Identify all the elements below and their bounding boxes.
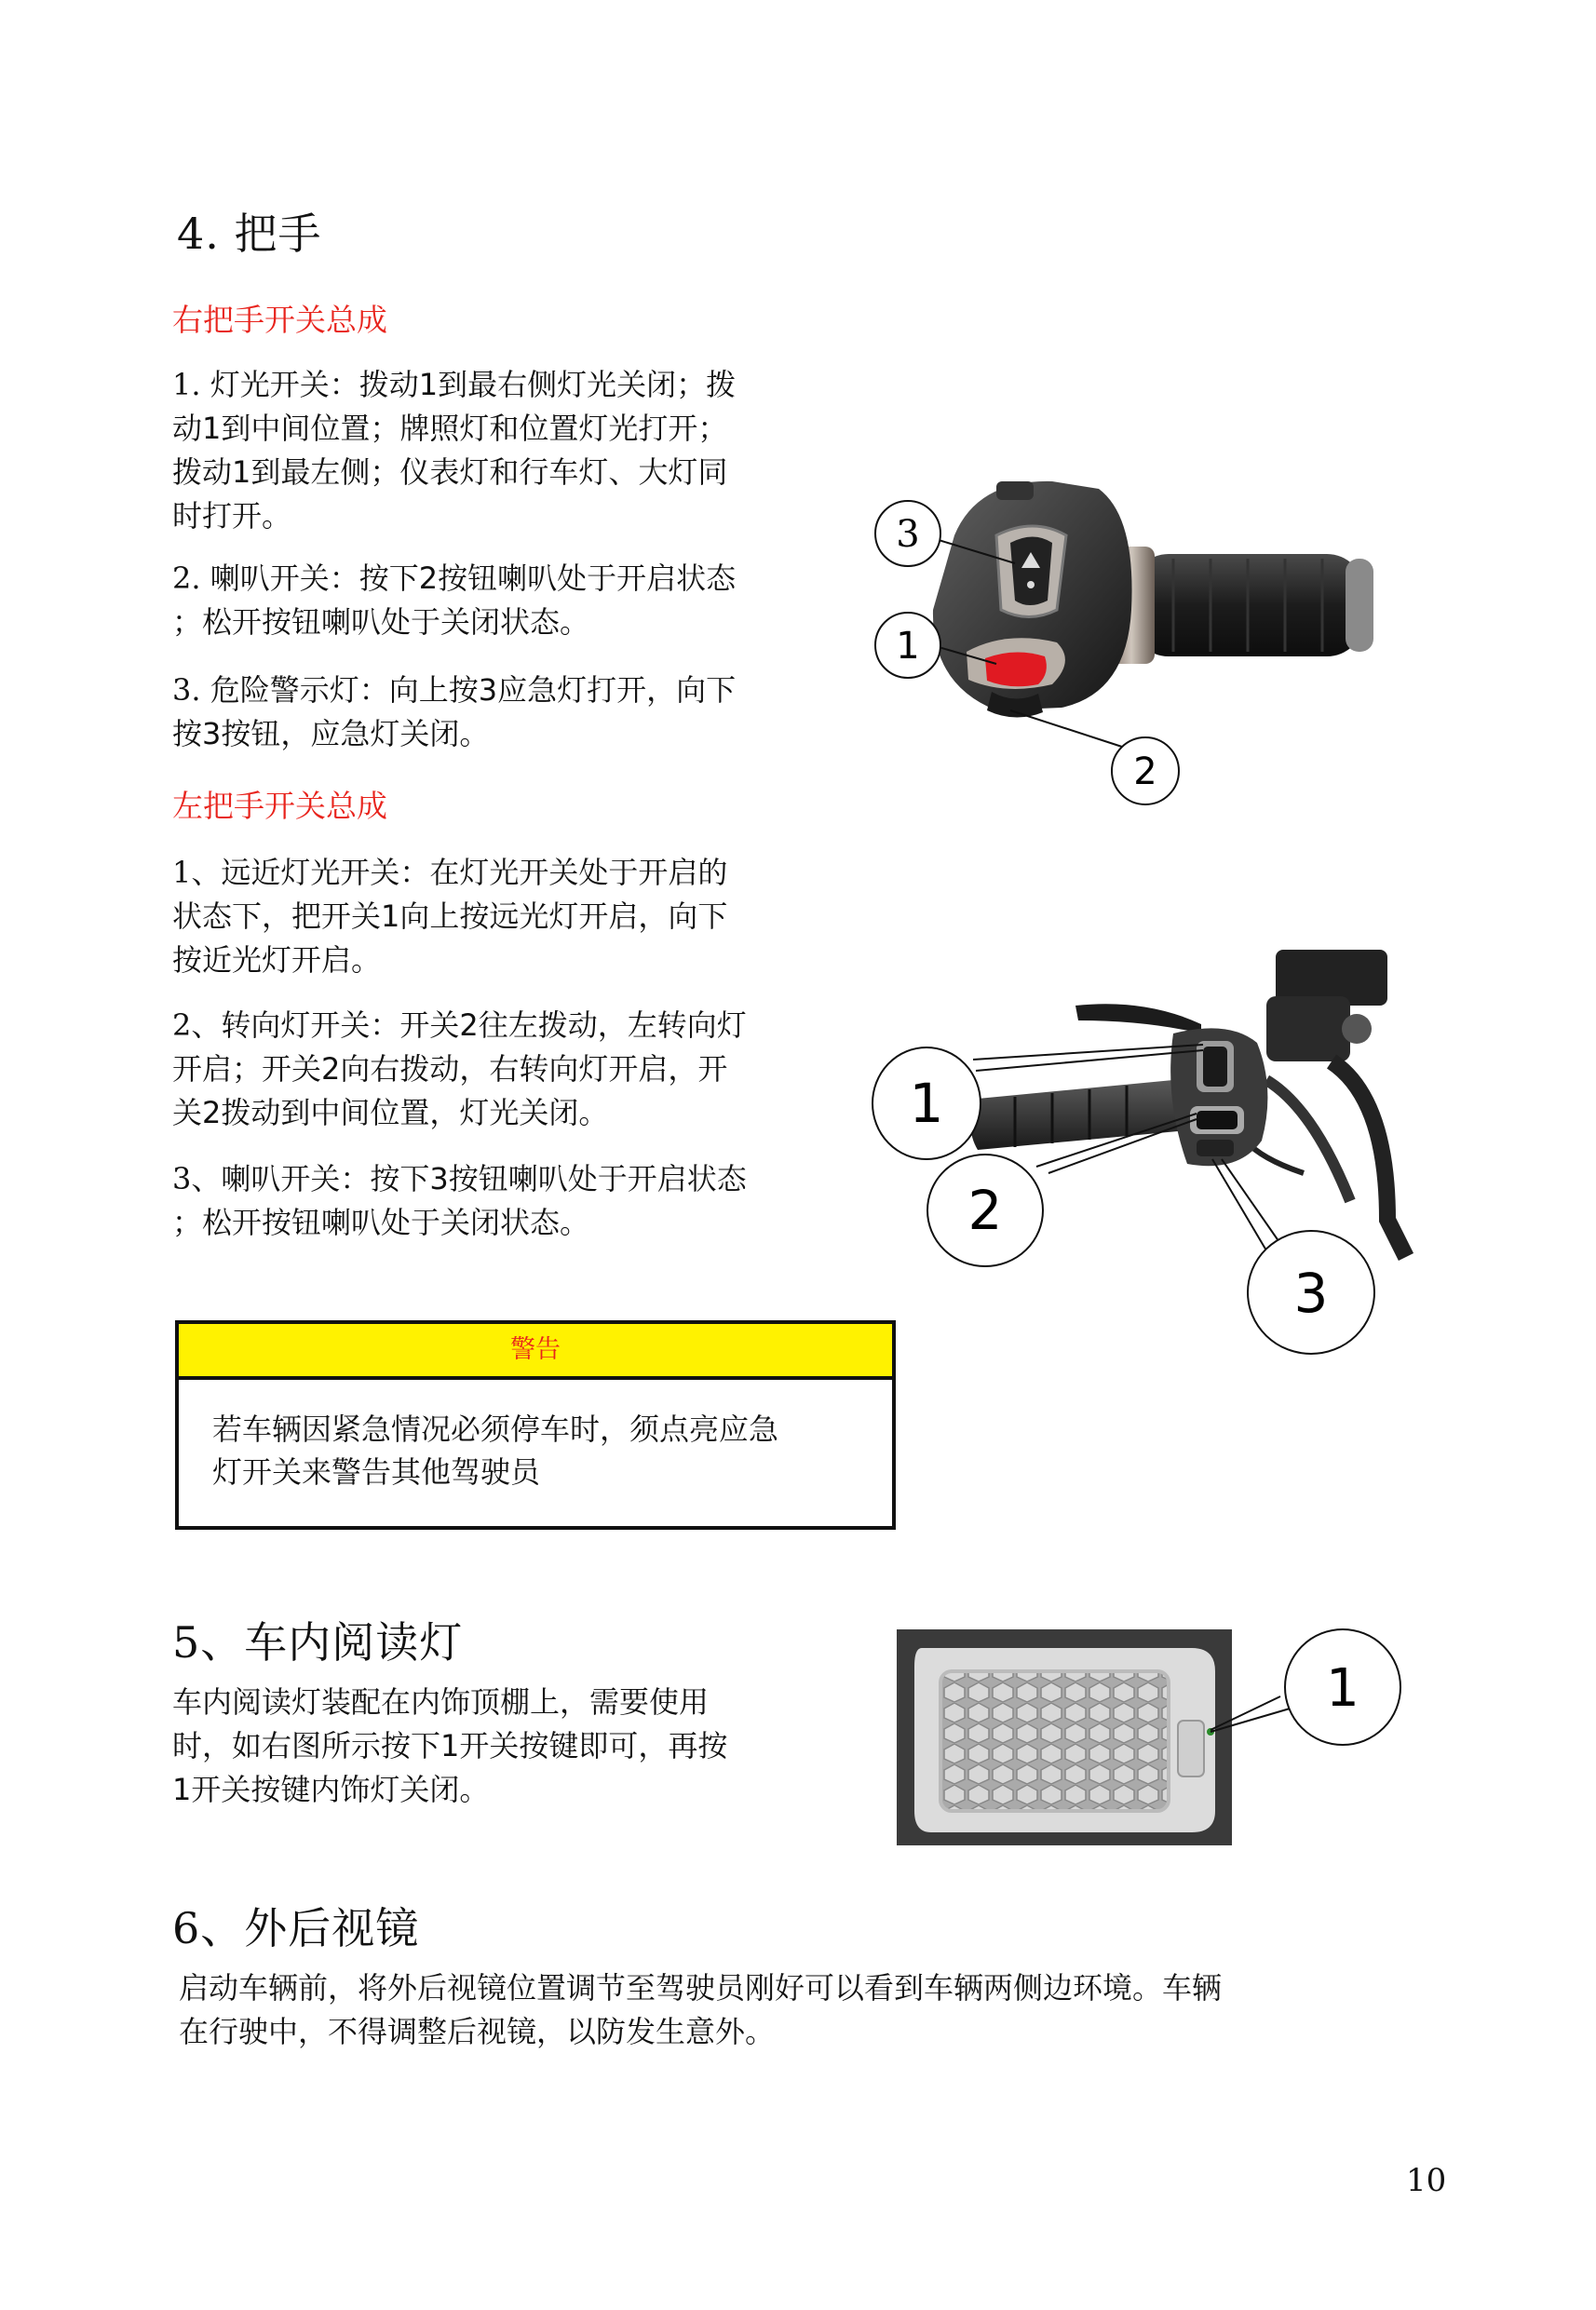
right-callout-1: 1 — [896, 625, 920, 668]
section6-line: 在行驶中，不得调整后视镜，以防发生意外。 — [179, 2014, 776, 2049]
section5-line: 时，如右图所示按下1开关按键即可，再按 — [172, 1728, 728, 1763]
left-switch-title: 左把手开关总成 — [172, 788, 387, 824]
left-item-2-line: 关2拨动到中间位置，灯光关闭。 — [172, 1095, 609, 1130]
right-item-3-line: 按3按钮，应急灯关闭。 — [172, 716, 490, 751]
left-item-2-num: 2、 — [172, 1007, 222, 1043]
left-item-3-line: ；松开按钮喇叭处于关闭状态。 — [172, 1205, 590, 1240]
section6-line: 启动车辆前，将外后视镜位置调节至驾驶员刚好可以看到车辆两侧边环境。车辆 — [179, 1970, 1223, 2006]
right-switch-title: 右把手开关总成 — [172, 302, 387, 338]
right-callout-2: 2 — [1133, 750, 1157, 793]
left-item-3 — [172, 1157, 861, 1245]
warning-line: 灯开关来警告其他驾驶员 — [212, 1454, 541, 1490]
right-item-2 — [172, 557, 861, 644]
right-item-2-num: 2. — [172, 561, 201, 596]
warning-box — [175, 1320, 896, 1530]
left-item-1-num: 1、 — [172, 855, 222, 890]
right-item-1-line: 动1到中间位置；牌照灯和位置灯光打开； — [172, 411, 728, 446]
right-handlebar-image — [866, 461, 1462, 815]
section5-line: 1开关按键内饰灯关闭。 — [172, 1772, 490, 1807]
left-item-1-text: 远近灯光开关：在灯光开关处于开启的 — [221, 855, 728, 890]
left-item-3-num: 3、 — [172, 1161, 222, 1196]
page-number: 10 — [1406, 2162, 1447, 2199]
right-callout-3: 3 — [896, 513, 920, 556]
left-callout-3: 3 — [1293, 1262, 1329, 1325]
section5-title: 5、车内阅读灯 — [172, 1617, 464, 1668]
left-item-2 — [172, 1004, 861, 1135]
left-item-1-line: 状态下，把开关1向上按远光灯开启，向下 — [172, 898, 728, 934]
right-item-3-text: 危险警示灯：向上按3应急灯打开，向下 — [210, 672, 737, 708]
reading-light-callout-1: 1 — [1326, 1658, 1359, 1719]
right-item-3-num: 3. — [172, 672, 201, 708]
section5-line: 车内阅读灯装配在内饰顶棚上，需要使用 — [172, 1684, 710, 1720]
left-handlebar-image — [866, 940, 1425, 1369]
warning-header: 警告 — [179, 1324, 892, 1380]
reading-light-image — [894, 1620, 1415, 1853]
right-item-1 — [172, 363, 861, 538]
left-item-1 — [172, 851, 861, 982]
right-item-1-line: 时打开。 — [172, 498, 292, 534]
left-item-2-text: 转向灯开关：开关2往左拨动，左转向灯 — [221, 1007, 747, 1043]
right-item-1-num: 1. — [172, 367, 201, 402]
section6-title: 6、外后视镜 — [172, 1903, 420, 1953]
right-item-2-text: 喇叭开关：按下2按钮喇叭处于开启状态 — [210, 561, 737, 596]
section6-body — [179, 1966, 1445, 2054]
right-item-3 — [172, 669, 861, 756]
section5-body — [172, 1681, 880, 1812]
left-callout-2: 2 — [967, 1179, 1003, 1242]
warning-body — [179, 1380, 892, 1493]
right-item-1-text: 灯光开关：拨动1到最右侧灯光关闭；拨 — [210, 367, 737, 402]
left-callout-1: 1 — [909, 1072, 944, 1135]
left-item-3-text: 喇叭开关：按下3按钮喇叭处于开启状态 — [221, 1161, 747, 1196]
left-item-2-line: 开启；开关2向右拨动，右转向灯开启，开 — [172, 1051, 728, 1087]
right-item-2-line: ；松开按钮喇叭处于关闭状态。 — [172, 604, 590, 640]
section4-title: 4. 把手 — [177, 209, 322, 259]
left-item-1-line: 按近光灯开启。 — [172, 942, 382, 978]
right-item-1-line: 拨动1到最左侧；仪表灯和行车灯、大灯同 — [172, 454, 728, 490]
warning-line: 若车辆因紧急情况必须停车时，须点亮应急 — [212, 1412, 779, 1447]
